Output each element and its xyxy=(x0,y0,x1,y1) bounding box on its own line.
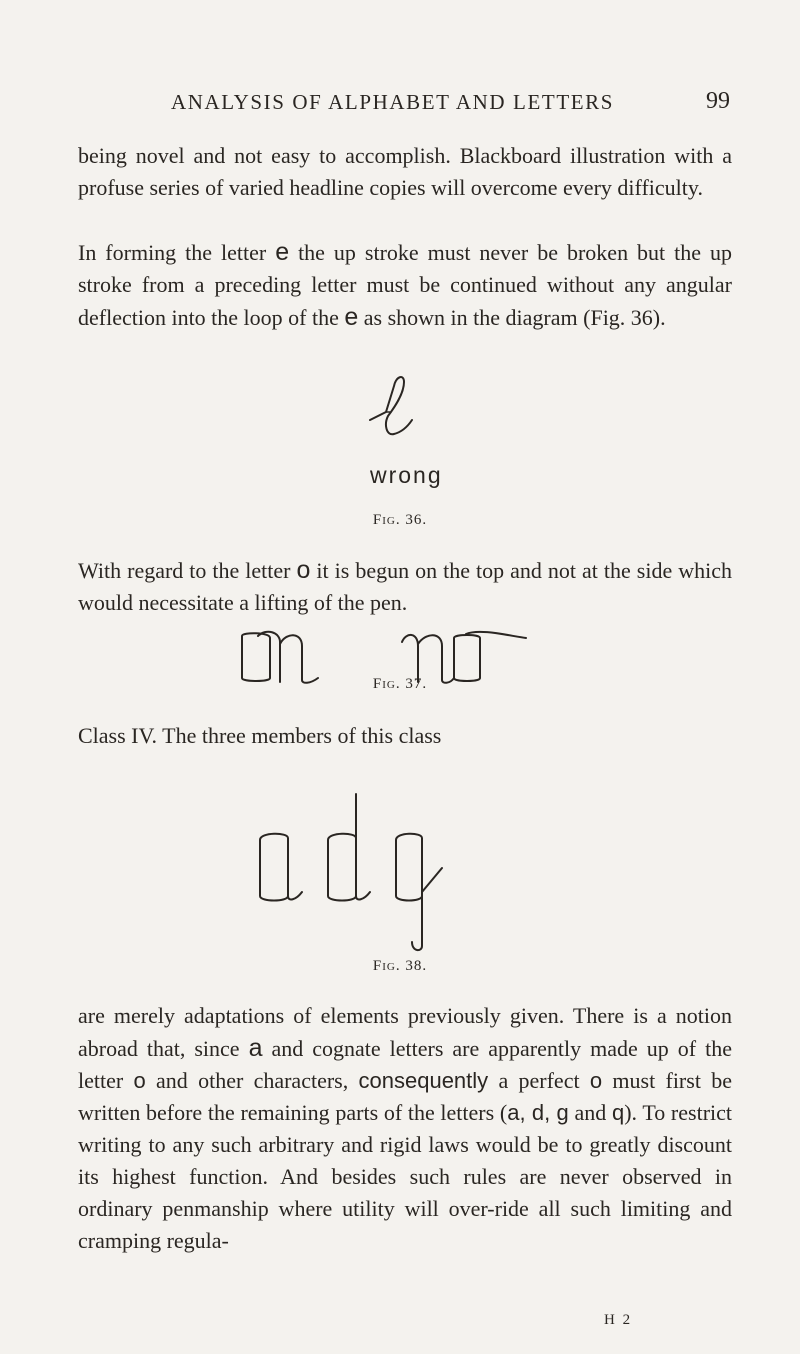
paragraph-5-text-d: a perfect xyxy=(488,1068,590,1093)
paragraph-5-text-g: ). To restrict writing to any such arbitrary and rigid laws would be to greatly discount its highest function. And besides such rules are never observed in ordinary penmanship where utility will over-ride all such limiting and cramping regula- xyxy=(78,1100,733,1253)
paragraph-2-text-b: the up stroke must never be broken but the up stroke from a preceding letter must be continued without any angular deflection into the loop of the xyxy=(78,240,732,330)
letter-o-inline: o xyxy=(296,556,311,584)
running-head: ANALYSIS OF ALPHABET AND LETTERS xyxy=(171,90,615,114)
figure-36-caption xyxy=(0,512,800,529)
paragraph-5-text-b: and cognate letters are apparently made up of the letter xyxy=(78,1036,732,1093)
figure-37-caption xyxy=(0,676,800,693)
figure-38-letters xyxy=(258,792,448,952)
consequently-emphasis: consequently xyxy=(358,1068,489,1093)
letter-q-inline: q xyxy=(611,1100,625,1125)
figure-38-label: Fig. 38. xyxy=(372,958,428,974)
letter-a-inline: a xyxy=(248,1034,263,1062)
paragraph-5 xyxy=(78,1000,732,1257)
paragraph-5-text-c: and other characters, xyxy=(145,1068,359,1093)
letter-o-inline-3: o xyxy=(589,1068,603,1093)
paragraph-5-text-a: are merely adaptations of elements previously given. There is a notion abroad that, since xyxy=(78,1003,732,1061)
figure-36-label: Fig. 36. xyxy=(372,512,428,528)
letters-inline-group: a, d, g xyxy=(507,1100,569,1125)
paragraph-3 xyxy=(78,554,732,619)
paragraph-4: Class IV. The three members of this class xyxy=(78,723,442,748)
paragraph-2-text-a: In forming the letter xyxy=(78,240,276,265)
paragraph-3-text-a: With regard to the letter xyxy=(78,558,297,583)
paragraph-2 xyxy=(78,236,732,334)
signature-mark: H 2 xyxy=(604,1312,633,1328)
paragraph-5-text-f: and xyxy=(568,1100,612,1125)
letter-e-inline-2: e xyxy=(344,303,359,331)
paragraph-3-text-b: it is begun on the top and not at the side which would necessitate a lifting of the pen. xyxy=(78,558,732,615)
figure-36-letter-e xyxy=(368,372,428,452)
paragraph-1: being novel and not easy to accomplish. Blackboard illustration with a profuse series of varied headline copies will overcome every difficulty. xyxy=(78,143,732,200)
paragraph-2-text-c: as shown in the diagram (Fig. 36). xyxy=(358,305,666,330)
page-number: 99 xyxy=(706,88,730,114)
letter-e-inline: e xyxy=(275,238,290,266)
figure-38-caption xyxy=(0,958,800,975)
page-header xyxy=(78,90,730,122)
figure-37-label: Fig. 37. xyxy=(372,676,428,692)
figure-36-annotation: wrong xyxy=(370,462,443,488)
letter-o-inline-2: o xyxy=(133,1068,146,1093)
paragraph-5-text-e: must first be written before the remaining parts of the letters ( xyxy=(78,1068,732,1125)
